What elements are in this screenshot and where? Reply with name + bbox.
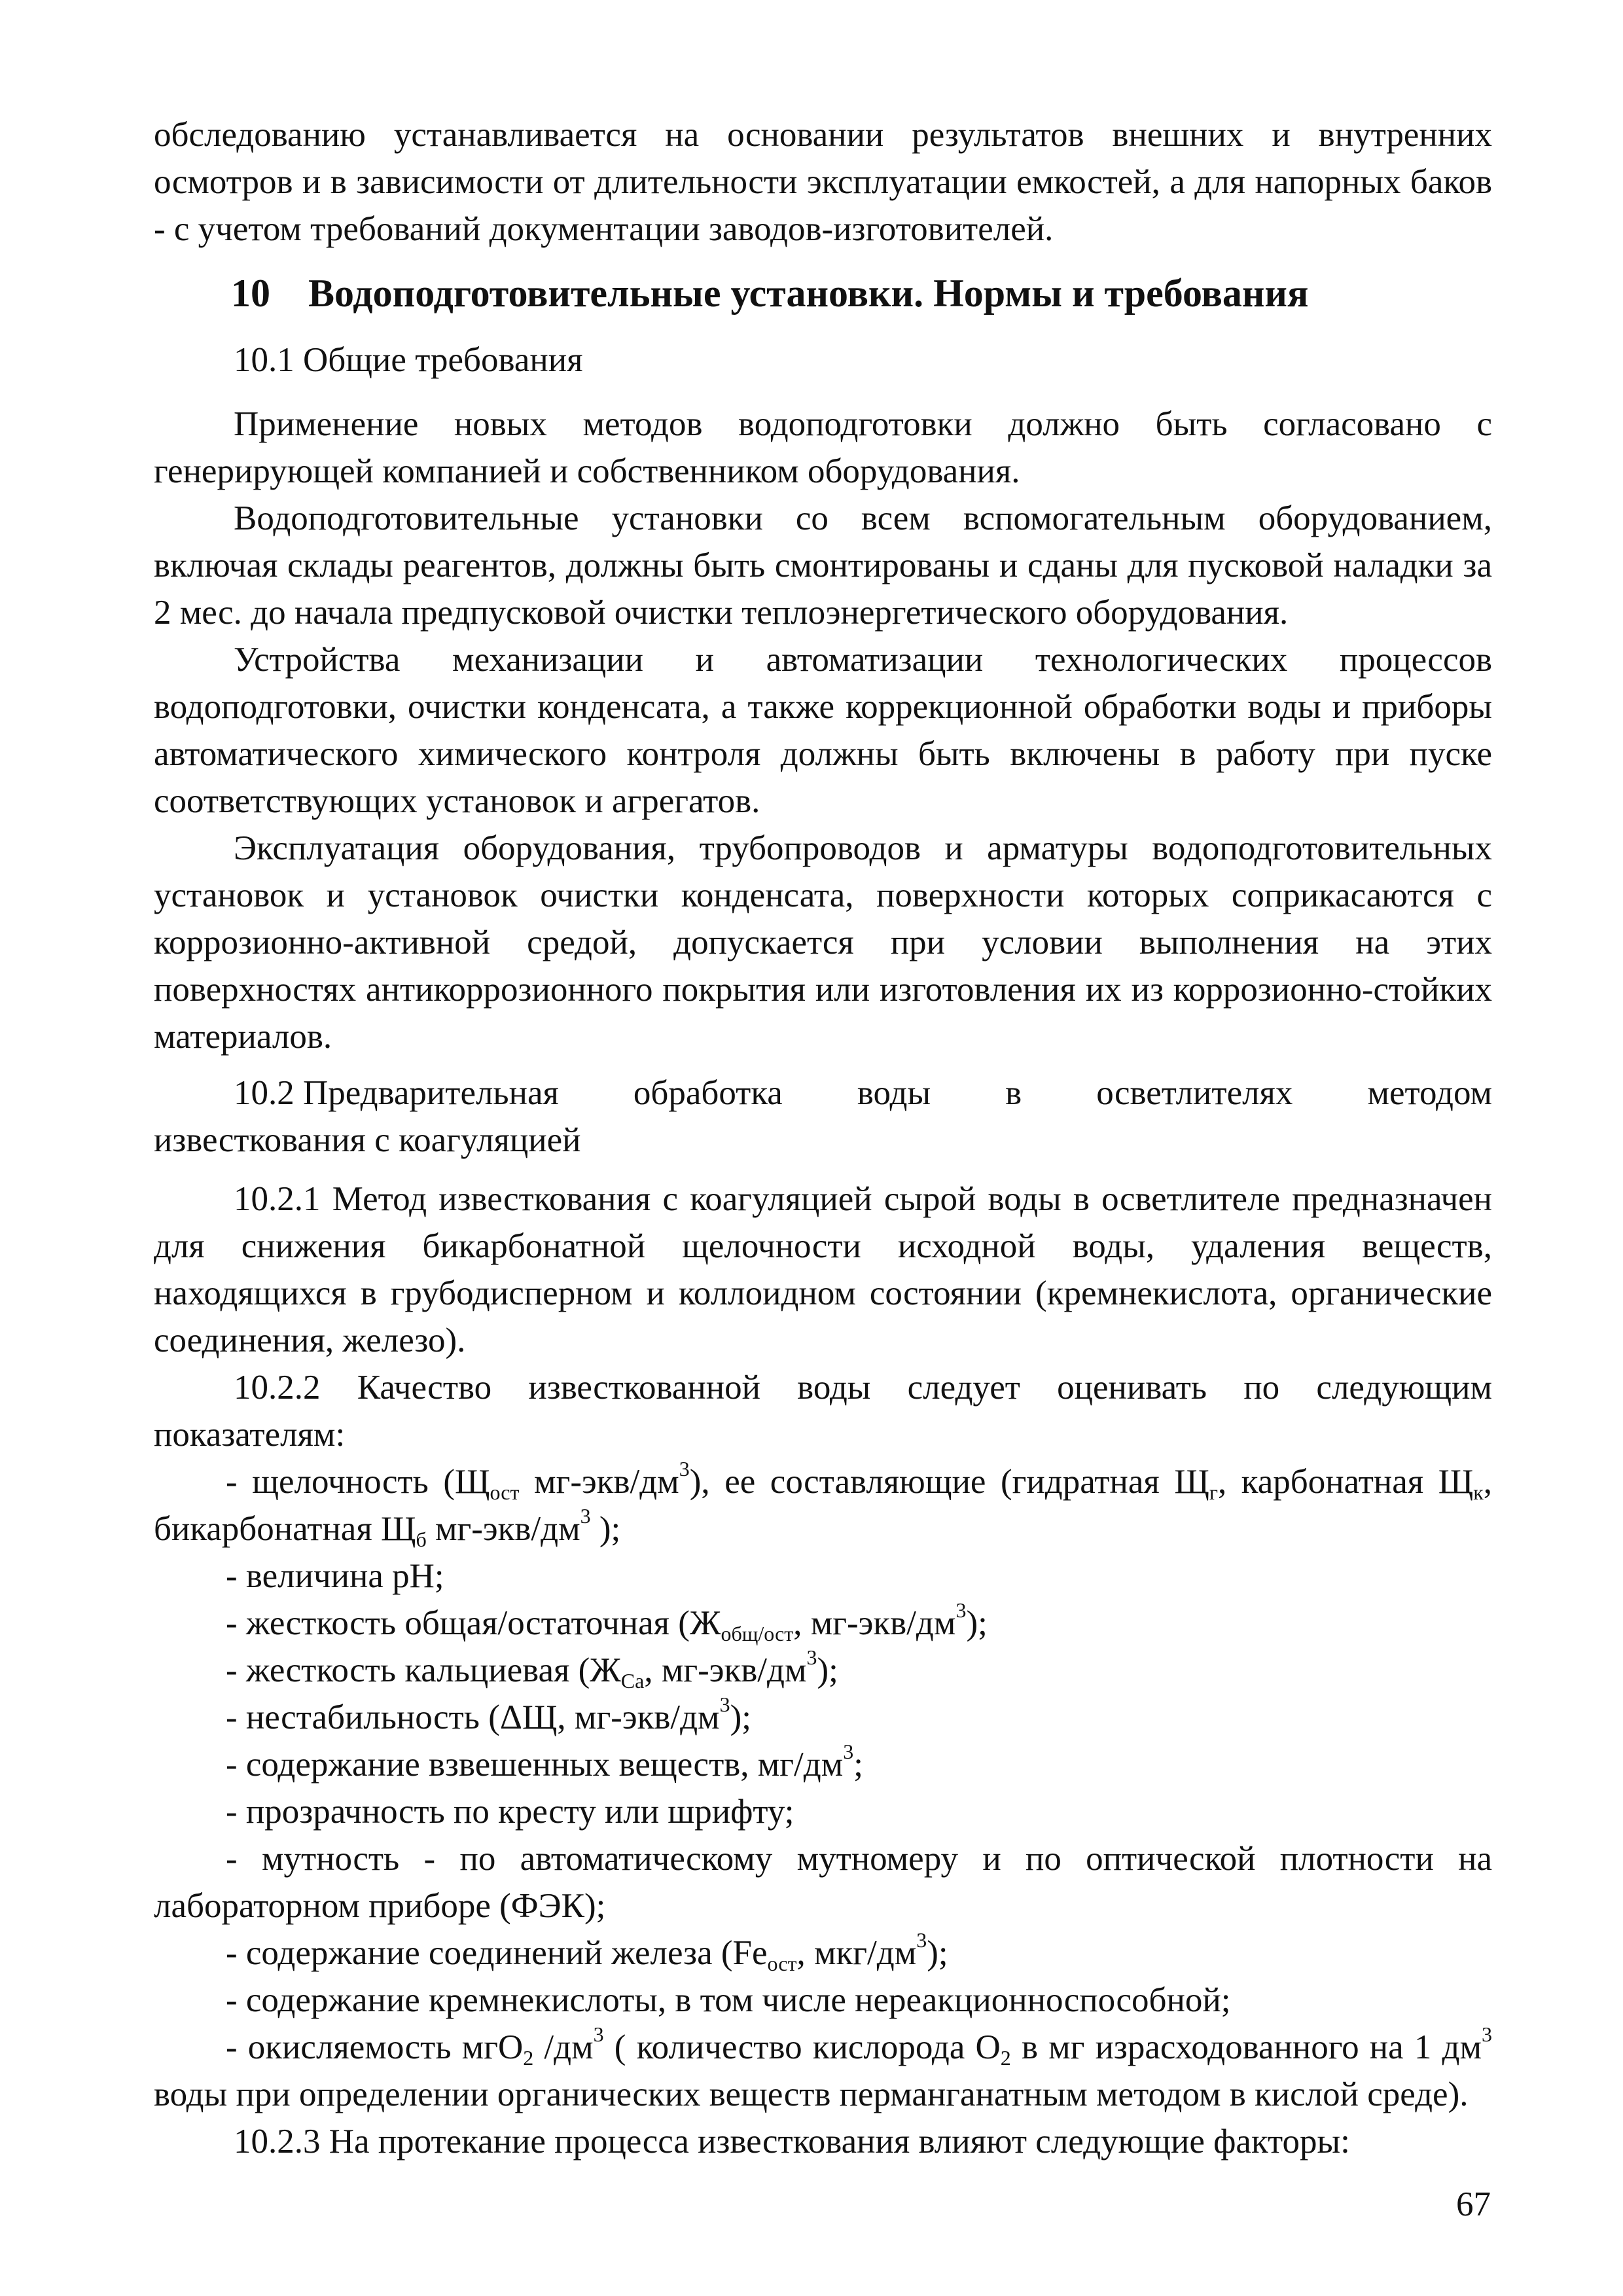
heading-word: воды [857,1074,931,1112]
heading-word: 10.2 Предварительная [234,1074,559,1112]
section-heading [154,267,1492,319]
paragraph-10-2-2: 10.2.2 Качество известкованной воды следует оценивать по следующим показателям: [154,1369,1492,1454]
document-page [154,111,1492,2165]
list-item-instability: - нестабильность (ΔЩ, $мг-экв/дм^3$); [226,1693,751,1736]
heading-word: обработка [633,1074,783,1112]
heading-word: в [1005,1074,1022,1112]
paragraph-new-methods: Применение новых методов водоподготовки должно быть согласовано с генерирующей компанией и собственником оборудования. [154,405,1492,490]
heading-word: методом [1367,1074,1492,1112]
list-item-silicic-acid: - содержание кремнекислоты, в том числе нереакционноспособной; [226,1981,1231,2019]
page-number: 67 [1456,2185,1491,2223]
list-item-iron: - содержание соединений железа ($Fe_{ост}$, мкг/$дм^3$); [226,1928,948,1975]
list-item-hardness-total: - жесткость общая/остаточная ($Ж_{общ/ост}$, $мг-экв/дм^3$); [226,1598,988,1645]
subsection-10-1-heading: 10.1 Общие требования [234,341,583,379]
paragraph-automation: Устройства механизации и автоматизации технологических процессов водоподготовки, очистки конденсата, а также коррекционной обработки воды и приборы автоматического химического контроля должны быть включены в работу при пуске соответствующих установок и агрегатов. [154,641,1492,820]
paragraph-installations: Водоподготовительные установки со всем вспомогательным оборудованием, включая склады реагентов, должны быть смонтированы и сданы для пусковой наладки за 2 мес. до начала предпусковой очистки теплоэнергетического оборудования. [154,499,1492,632]
section-number: 10 [231,272,270,315]
list-item-hardness-calcium: - жесткость кальциевая ($Ж_{Ca}$, $мг-экв/дм^3$); [226,1645,838,1693]
continued-paragraph: обследованию устанавливается на основании результатов внешних и внутренних осмотров и в зависимости от длительности эксплуатации емкостей, а для напорных баков - с учетом требований документации заводов-изготовителей. [154,116,1492,248]
paragraph-corrosion: Эксплуатация оборудования, трубопроводов и арматуры водоподготовительных установок и установок очистки конденсата, поверхности которых соприкасаются с коррозионно-активной средой, допускается при условии выполнения на этих поверхностях антикоррозионного покрытия или изготовления их из коррозионно-стойких материалов. [154,829,1492,1056]
section-title: Водоподготовительные установки. Нормы и требования [308,272,1309,315]
subsection-10-2-heading [154,1069,1492,1164]
list-item-suspended: - содержание взвешенных веществ, $мг/дм^3$; [226,1740,863,1784]
list-item-ph: - величина pH; [226,1557,444,1595]
paragraph-10-2-1: 10.2.1 Метод известкования с коагуляцией сырой воды в осветлителе предназначен для снижения бикарбонатной щелочности исходной воды, удаления веществ, находящихся в грубодисперном и коллоидном состоянии (кремнекислота, органические соединения, железо). [154,1180,1492,1359]
heading-word: осветлителях [1096,1074,1293,1112]
list-item-alkalinity: - щелочность ($Щ_{ост}$ $мг-экв/дм^3$), ее составляющие (гидратная $Щ_г$, карбонатная $Щ_к$, бикарбонатная $Щ_б$ $мг-экв/дм^3$ ); [154,1457,1492,1551]
paragraph-10-2-3: 10.2.3 На протекание процесса известкования влияют следующие факторы: [234,2123,1350,2161]
list-item-turbidity: - мутность - по автоматическому мутномеру и по оптической плотности на лабораторном приборе (ФЭК); [154,1840,1492,1925]
list-item-oxidizability: - окисляемость мгO$_2$ $/дм^3$ ( количество кислорода $O_2$ в мг израсходованного на 1 $дм^3$ воды при определении органических веществ перманганатным методом в кислой среде). [154,2022,1493,2113]
list-item-transparency: - прозрачность по кресту или шрифту; [226,1793,794,1831]
heading-line-2: известкования с коагуляцией [154,1121,581,1159]
